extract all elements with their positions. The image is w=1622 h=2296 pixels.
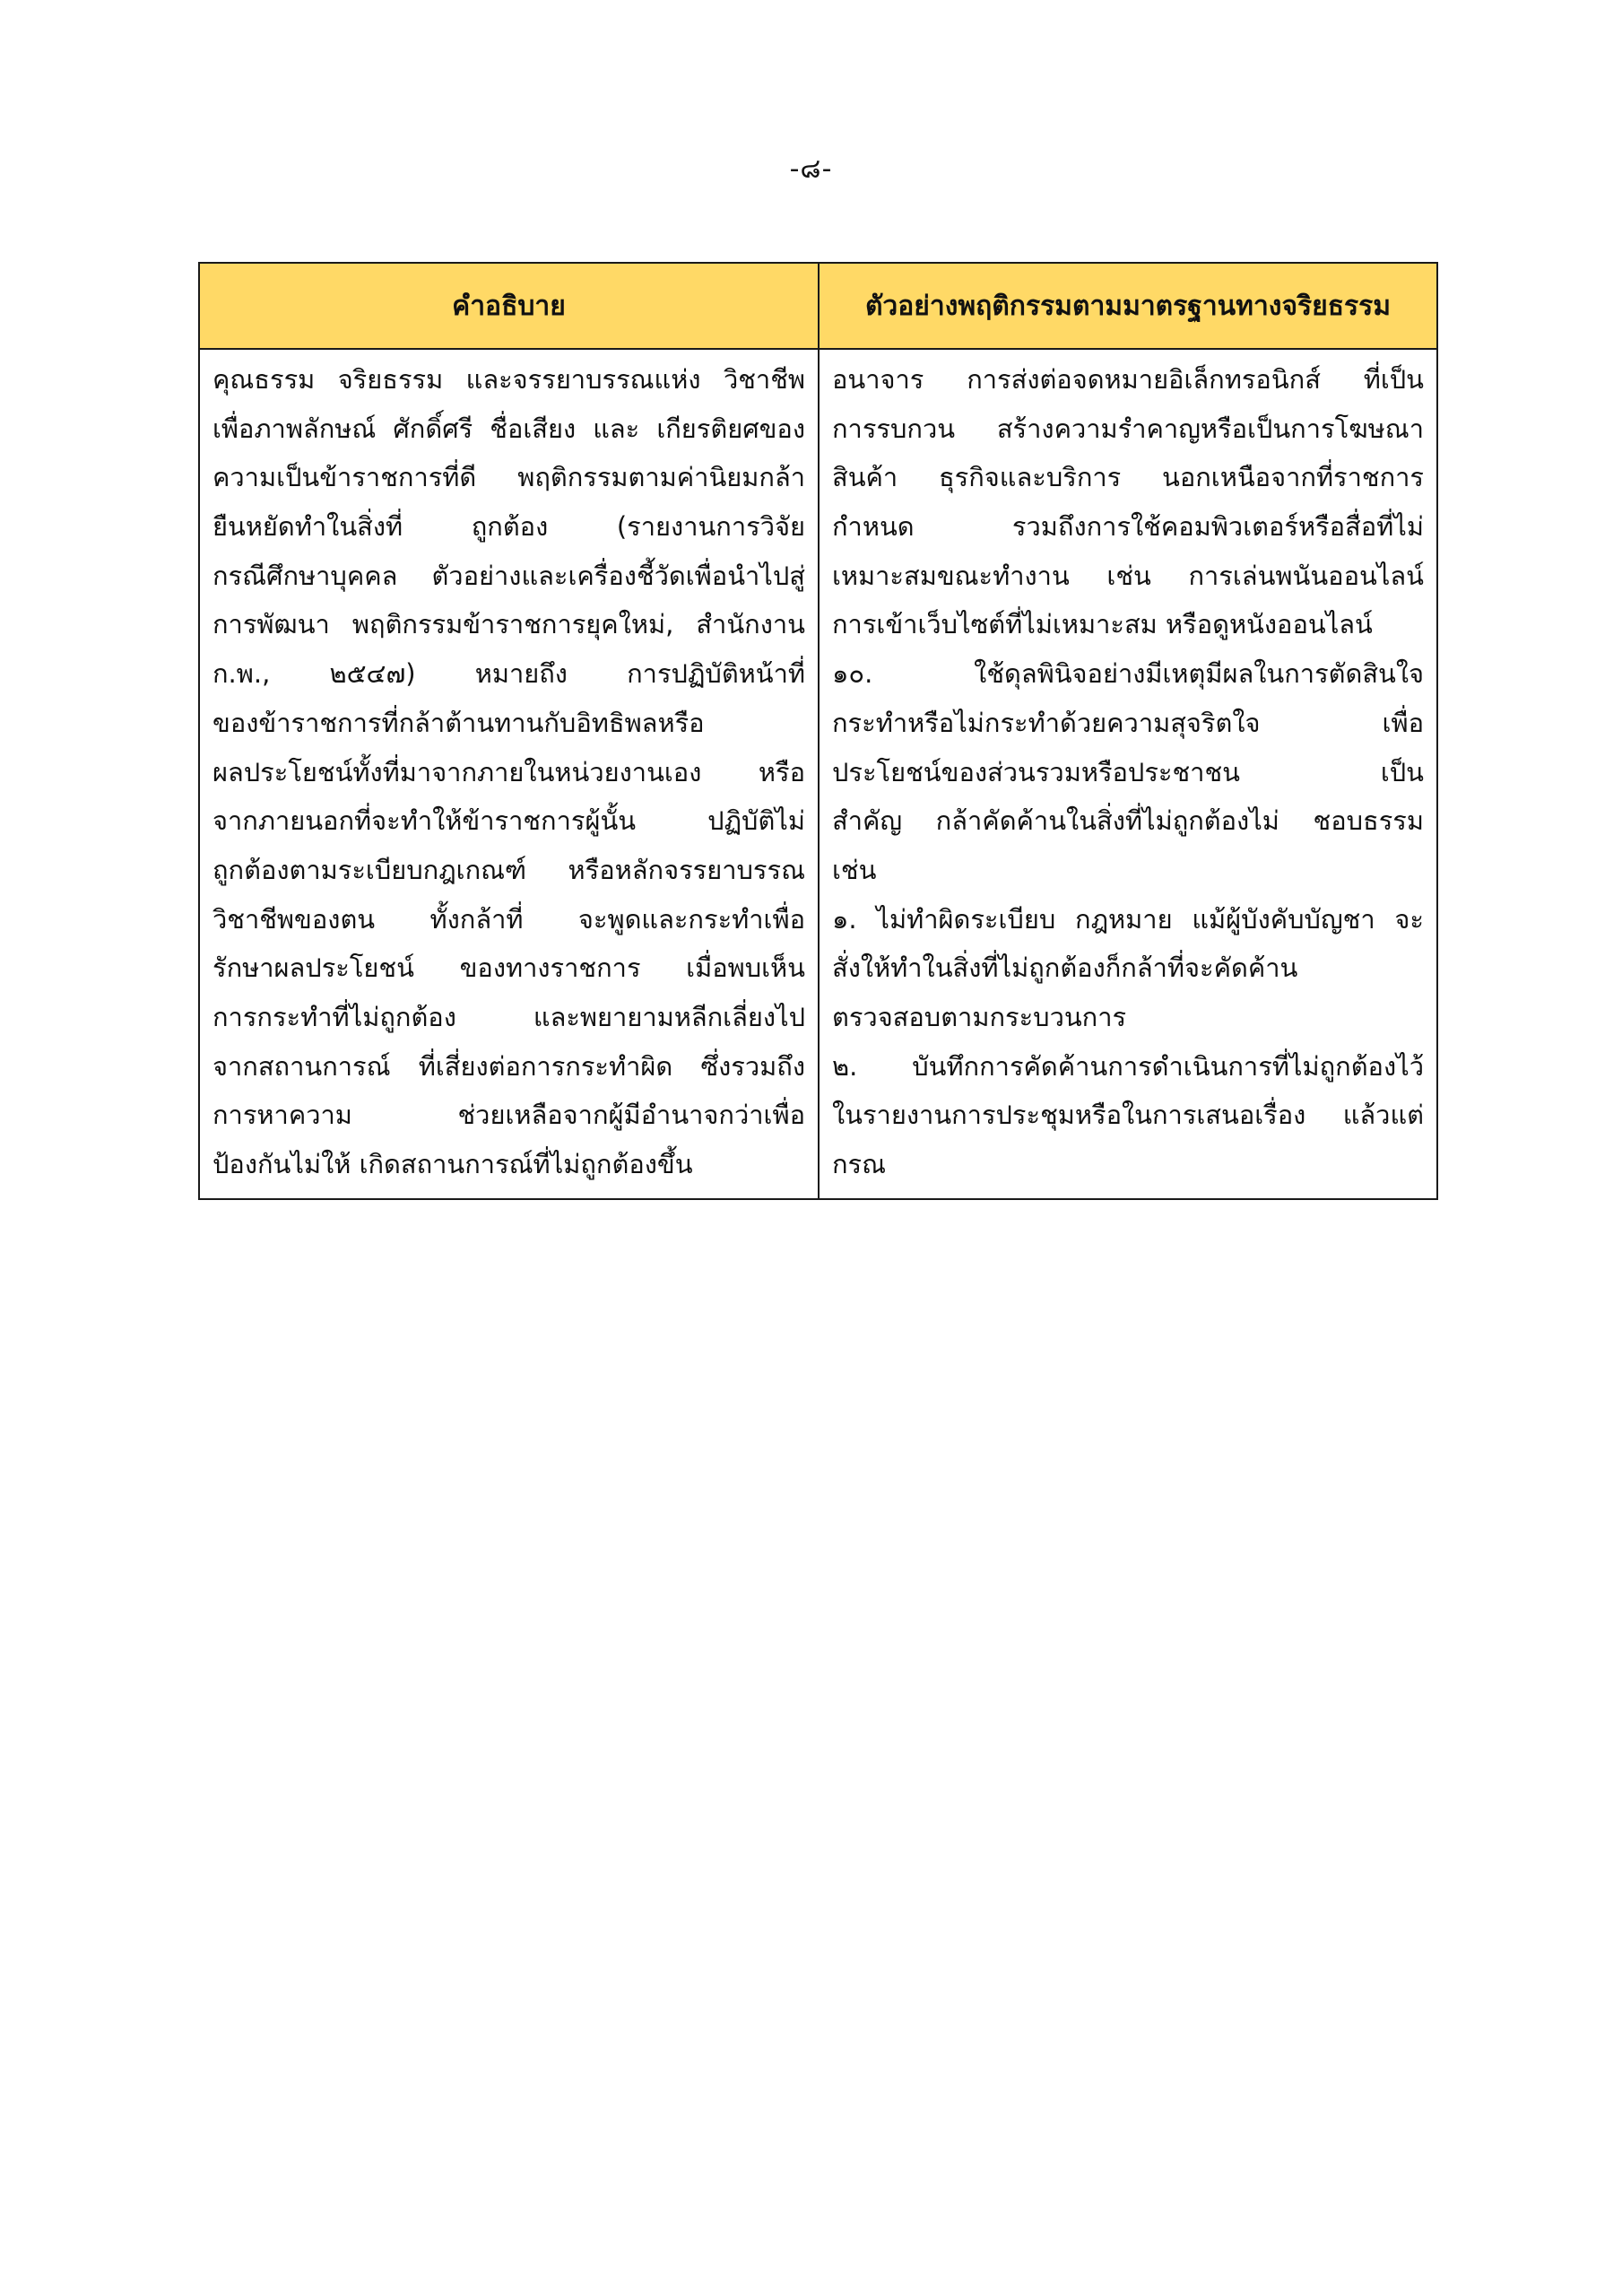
description-cell — [199, 349, 819, 1199]
behavior-line: การรบกวน สร้างความรำคาญหรือเป็นการโฆษณา — [832, 413, 1424, 444]
behavior-line: สั่งให้ทำในสิ่งที่ไม่ถูกต้องก็กล้าที่จะคัดค้าน — [832, 952, 1298, 984]
behavior-line: ตรวจสอบตามกระบวนการ — [832, 1001, 1127, 1032]
behavior-line: เช่น — [832, 854, 877, 885]
behavior-line: กำหนด รวมถึงการใช้คอมพิวเตอร์หรือสื่อที่ไม่ — [832, 511, 1424, 543]
behavior-line: การเข้าเว็บไซต์ที่ไม่เหมาะสม หรือดูหนังออนไลน์ — [832, 609, 1373, 640]
description-line: คุณธรรม จริยธรรม และจรรยาบรรณแห่ง วิชาชีพ — [213, 364, 805, 395]
behavior-line: ๑. ไม่ทำผิดระเบียบ กฎหมาย แม้ผู้บังคับบัญชา จะ — [832, 903, 1424, 935]
header-description: คำอธิบาย — [199, 263, 819, 349]
behavior-line: ในรายงานการประชุมหรือในการเสนอเรื่อง แล้วแต่ — [832, 1100, 1424, 1131]
description-line: ผลประโยชน์ทั้งที่มาจากภายในหน่วยงานเอง หรือ — [213, 756, 805, 787]
description-line: จากภายนอกที่จะทำให้ข้าราชการผู้นั้น ปฏิบัติไม่ — [213, 805, 805, 837]
description-line: เพื่อภาพลักษณ์ ศักดิ์ศรี ชื่อเสียง และ เกียรติยศของ — [213, 413, 805, 444]
behavior-examples-cell — [819, 349, 1437, 1199]
behavior-line: ๑๐. ใช้ดุลพินิจอย่างมีเหตุมีผลในการตัดสินใจ — [832, 658, 1424, 690]
description-line: วิชาชีพของตน ทั้งกล้าที่ จะพูดและกระทำเพื่อ — [213, 903, 805, 935]
description-line: ของข้าราชการที่กล้าต้านทานกับอิทธิพลหรือ — [213, 707, 705, 738]
table-row — [199, 349, 1437, 1199]
behavior-line: เหมาะสมขณะทำงาน เช่น การเล่นพนันออนไลน์ — [832, 560, 1424, 591]
description-line: จากสถานการณ์ ที่เสี่ยงต่อการกระทำผิด ซึ่งรวมถึง — [213, 1050, 805, 1082]
description-line: กรณีศึกษาบุคคล ตัวอย่างและเครื่องชี้วัดเพื่อนำไปสู่ — [213, 560, 805, 591]
description-line: การหาความ ช่วยเหลือจากผู้มีอำนาจกว่าเพื่อ — [213, 1100, 805, 1131]
description-line: ก.พ., ๒๕๔๗) หมายถึง การปฏิบัติหน้าที่ — [213, 658, 805, 690]
page-number: -๘- — [789, 153, 833, 185]
description-line: การกระทำที่ไม่ถูกต้อง และพยายามหลีกเลี่ยงไป — [213, 1001, 805, 1032]
behavior-line: กระทำหรือไม่กระทำด้วยความสุจริตใจ เพื่อ — [832, 707, 1424, 738]
behavior-line: กรณ — [832, 1149, 887, 1179]
description-line: ยืนหยัดทำในสิ่งที่ ถูกต้อง (รายงานการวิจัย — [213, 511, 805, 543]
header-behavior-examples: ตัวอย่างพฤติกรรมตามมาตรฐานทางจริยธรรม — [819, 263, 1437, 349]
behavior-line: ประโยชน์ของส่วนรวมหรือประชาชน เป็น — [832, 756, 1424, 787]
ethics-table — [198, 262, 1438, 1200]
behavior-line: อนาจาร การส่งต่อจดหมายอิเล็กทรอนิกส์ ที่เป็น — [832, 364, 1424, 395]
description-line: ถูกต้องตามระเบียบกฎเกณฑ์ หรือหลักจรรยาบรรณ — [213, 854, 805, 885]
description-line: ความเป็นข้าราชการที่ดี พฤติกรรมตามค่านิยมกล้า — [213, 462, 805, 493]
description-line: รักษาผลประโยชน์ ของทางราชการ เมื่อพบเห็น — [213, 952, 805, 984]
description-line: ป้องกันไม่ให้ เกิดสถานการณ์ที่ไม่ถูกต้องขึ้น — [213, 1149, 693, 1179]
table-header-row — [199, 263, 1437, 349]
description-line: การพัฒนา พฤติกรรมข้าราชการยุคใหม่, สำนักงาน — [213, 609, 805, 640]
behavior-line: สำคัญ กล้าคัดค้านในสิ่งที่ไม่ถูกต้องไม่ ชอบธรรม — [832, 805, 1424, 837]
behavior-line: สินค้า ธุรกิจและบริการ นอกเหนือจากที่ราชการ — [832, 462, 1424, 493]
behavior-line: ๒. บันทึกการคัดค้านการดำเนินการที่ไม่ถูกต้องไว้ — [832, 1050, 1424, 1082]
